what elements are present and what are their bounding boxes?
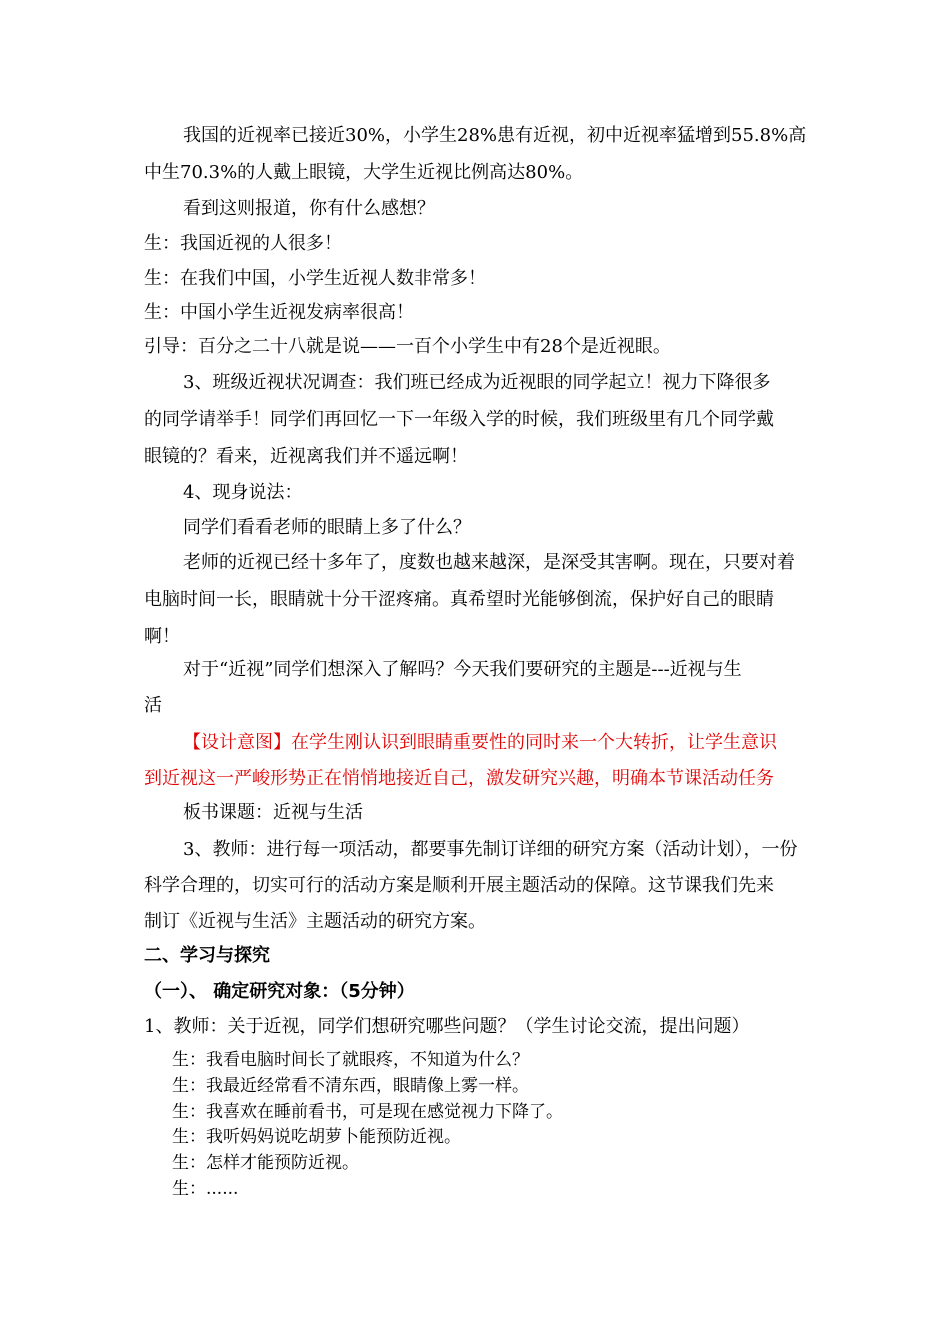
student-response: 生：我听妈妈说吃胡萝卜能预防近视。: [172, 1127, 461, 1147]
paragraph-line: 的同学请举手！同学们再回忆一下一年级入学的时候，我们班级里有几个同学戴: [144, 409, 774, 430]
paragraph-line: 制订《近视与生活》主题活动的研究方案。: [144, 911, 486, 932]
paragraph-line: 我国的近视率已接近30%，小学生28%患有近视，初中近视率猛增到55.8%高: [183, 125, 807, 146]
student-response: 生：......: [172, 1179, 239, 1199]
section-heading: 二、学习与探究: [144, 945, 270, 966]
paragraph-line: 眼镜的？看来，近视离我们并不遥远啊！: [144, 446, 468, 467]
subsection-heading: （一）、 确定研究对象：（5分钟）: [144, 981, 415, 1002]
design-intent-line: 【设计意图】在学生刚认识到眼睛重要性的同时来一个大转折，让学生意识: [183, 732, 777, 753]
paragraph-line: 活: [144, 695, 162, 716]
paragraph-line: 生：中国小学生近视发病率很高！: [144, 302, 414, 323]
paragraph-line: 中生70.3%的人戴上眼镜，大学生近视比例高达80%。: [144, 162, 584, 183]
paragraph-line: 科学合理的，切实可行的活动方案是顺利开展主题活动的保障。这节课我们先来: [144, 875, 774, 896]
paragraph-line: 3、教师：进行每一项活动，都要事先制订详细的研究方案（活动计划），一份: [183, 839, 798, 860]
paragraph-line: 引导：百分之二十八就是说——一百个小学生中有28个是近视眼。: [144, 336, 671, 357]
student-response: 生：我最近经常看不清东西，眼睛像上雾一样。: [172, 1076, 529, 1096]
paragraph-line: 1、教师：关于近视，同学们想研究哪些问题？（学生讨论交流，提出问题）: [144, 1016, 750, 1037]
paragraph-line: 看到这则报道，你有什么感想？: [183, 198, 435, 219]
paragraph-line: 3、班级近视状况调查：我们班已经成为近视眼的同学起立！视力下降很多: [183, 372, 771, 393]
student-response: 生：怎样才能预防近视。: [172, 1153, 359, 1173]
paragraph-line: 对于“近视”同学们想深入了解吗？今天我们要研究的主题是---近视与生: [183, 659, 742, 680]
paragraph-line: 板书课题：近视与生活: [183, 802, 363, 823]
paragraph-line: 啊！: [144, 626, 180, 647]
student-response: 生：我看电脑时间长了就眼疼，不知道为什么？: [172, 1050, 529, 1070]
paragraph-line: 生：我国近视的人很多！: [144, 233, 342, 254]
paragraph-line: 老师的近视已经十多年了，度数也越来越深，是深受其害啊。现在，只要对着: [183, 552, 795, 573]
paragraph-line: 同学们看看老师的眼睛上多了什么？: [183, 517, 471, 538]
paragraph-line: 4、现身说法：: [183, 482, 303, 503]
student-response: 生：我喜欢在睡前看书，可是现在感觉视力下降了。: [172, 1102, 563, 1122]
design-intent-line: 到近视这一严峻形势正在悄悄地接近自己，激发研究兴趣，明确本节课活动任务: [144, 768, 774, 789]
paragraph-line: 生：在我们中国，小学生近视人数非常多！: [144, 268, 486, 289]
paragraph-line: 电脑时间一长，眼睛就十分干涩疼痛。真希望时光能够倒流，保护好自己的眼睛: [144, 589, 774, 610]
